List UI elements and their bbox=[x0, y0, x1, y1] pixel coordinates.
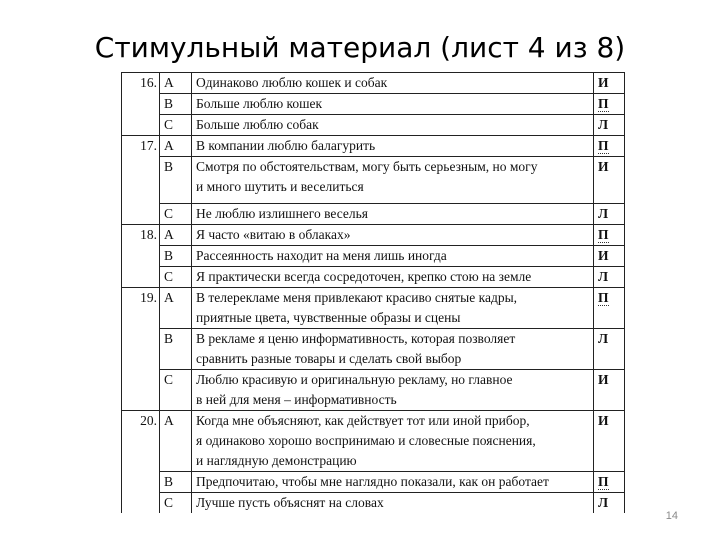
question-number: 18. bbox=[122, 225, 160, 246]
option-code: Л bbox=[594, 267, 625, 288]
option-text: Больше люблю собак bbox=[192, 115, 594, 136]
option-letter: B bbox=[160, 157, 192, 204]
option-letter: C bbox=[160, 267, 192, 288]
option-text: Предпочитаю, чтобы мне наглядно показали, как он работает bbox=[192, 472, 594, 493]
option-text: Я практически всегда сосредоточен, крепко стою на земле bbox=[192, 267, 594, 288]
option-letter: B bbox=[160, 246, 192, 267]
table-row bbox=[122, 493, 625, 514]
option-letter: A bbox=[160, 136, 192, 157]
option-code: П bbox=[594, 225, 625, 246]
option-code: И bbox=[594, 73, 625, 94]
table-row bbox=[122, 288, 625, 329]
option-text: Лучше пусть объяснят на словах bbox=[192, 493, 594, 514]
table-row bbox=[122, 157, 625, 204]
table-row bbox=[122, 411, 625, 472]
option-letter: C bbox=[160, 493, 192, 514]
option-letter: A bbox=[160, 411, 192, 472]
option-letter: B bbox=[160, 94, 192, 115]
table-row bbox=[122, 136, 625, 157]
question-17 bbox=[122, 136, 625, 225]
option-text: Когда мне объясняют, как действует тот или иной прибор, я одинаково хорошо воспринимаю и словесные пояснения, и наглядную демонстрацию bbox=[192, 411, 594, 472]
option-code: Л bbox=[594, 204, 625, 225]
option-letter: C bbox=[160, 115, 192, 136]
option-text: Рассеянность находит на меня лишь иногда bbox=[192, 246, 594, 267]
question-20 bbox=[122, 411, 625, 514]
option-text: Не люблю излишнего веселья bbox=[192, 204, 594, 225]
option-letter: B bbox=[160, 472, 192, 493]
option-code: П bbox=[594, 472, 625, 493]
option-code: Л bbox=[594, 493, 625, 514]
table-row bbox=[122, 246, 625, 267]
option-code: Л bbox=[594, 329, 625, 370]
question-number: 20. bbox=[122, 411, 160, 472]
option-letter: A bbox=[160, 288, 192, 329]
option-text: В рекламе я ценю информативность, которая позволяет сравнить разные товары и сделать свой выбор bbox=[192, 329, 594, 370]
question-16 bbox=[122, 73, 625, 136]
option-code: П bbox=[594, 288, 625, 329]
question-number: 19. bbox=[122, 288, 160, 329]
question-number: 17. bbox=[122, 136, 160, 157]
option-code: И bbox=[594, 246, 625, 267]
table-row bbox=[122, 73, 625, 94]
page-number: 14 bbox=[665, 510, 678, 522]
option-code: И bbox=[594, 411, 625, 472]
table-row bbox=[122, 267, 625, 288]
option-text: Смотря по обстоятельствам, могу быть серьезным, но могу и много шутить и веселиться bbox=[192, 157, 594, 204]
table-row bbox=[122, 204, 625, 225]
option-letter: A bbox=[160, 225, 192, 246]
table-row bbox=[122, 329, 625, 370]
table-row bbox=[122, 472, 625, 493]
option-code: П bbox=[594, 94, 625, 115]
option-code: И bbox=[594, 157, 625, 204]
option-text: В телерекламе меня привлекают красиво снятые кадры, приятные цвета, чувственные образы и сцены bbox=[192, 288, 594, 329]
table-row bbox=[122, 115, 625, 136]
table-row bbox=[122, 225, 625, 246]
questionnaire-table bbox=[121, 72, 625, 513]
option-text: Я часто «витаю в облаках» bbox=[192, 225, 594, 246]
option-text: В компании люблю балагурить bbox=[192, 136, 594, 157]
table-row bbox=[122, 94, 625, 115]
slide-title: Стимульный материал (лист 4 из 8) bbox=[94, 31, 626, 64]
option-text: Одинаково люблю кошек и собак bbox=[192, 73, 594, 94]
question-18 bbox=[122, 225, 625, 288]
option-letter: C bbox=[160, 204, 192, 225]
option-letter: B bbox=[160, 329, 192, 370]
option-text: Люблю красивую и оригинальную рекламу, но главное в ней для меня – информативность bbox=[192, 370, 594, 411]
option-code: Л bbox=[594, 115, 625, 136]
option-code: П bbox=[594, 136, 625, 157]
option-letter: C bbox=[160, 370, 192, 411]
question-19 bbox=[122, 288, 625, 411]
option-letter: A bbox=[160, 73, 192, 94]
option-code: И bbox=[594, 370, 625, 411]
option-text: Больше люблю кошек bbox=[192, 94, 594, 115]
table-row bbox=[122, 370, 625, 411]
question-number: 16. bbox=[122, 73, 160, 94]
